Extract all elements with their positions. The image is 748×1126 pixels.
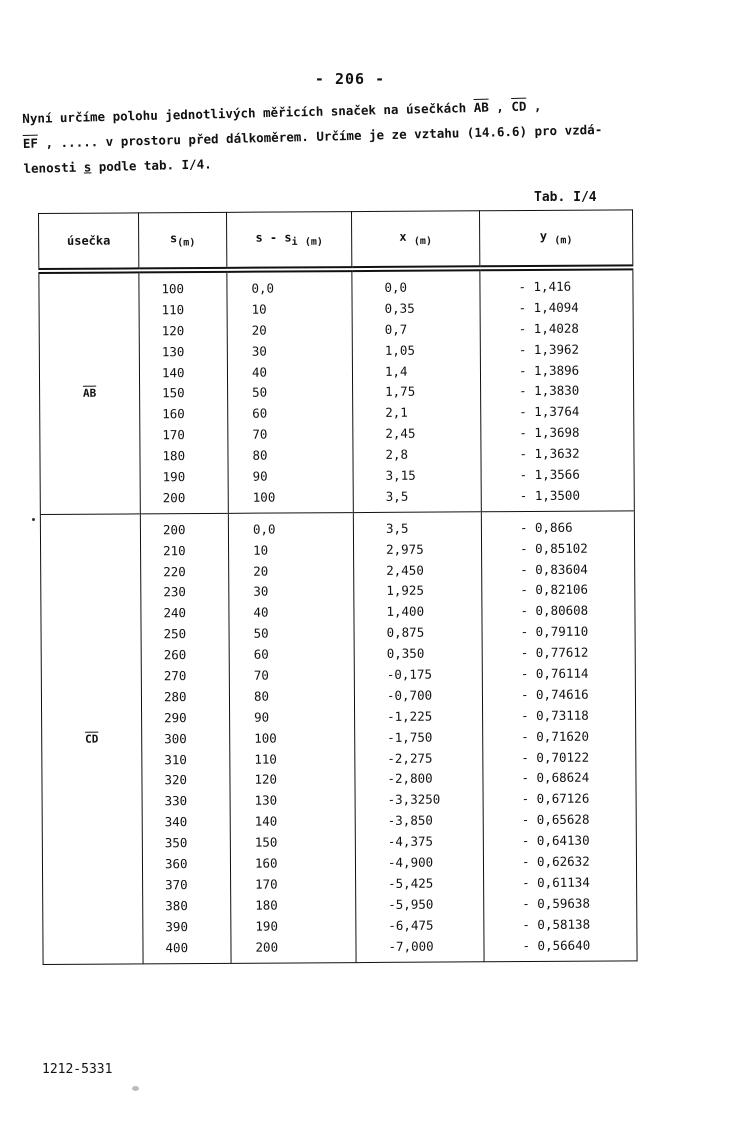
cell-s: 260 [163, 647, 187, 663]
header-s: $s_{(m)}$ [139, 212, 227, 270]
cell-s: 230 [163, 584, 186, 600]
cell-ds: 170 [255, 876, 278, 892]
intro-sep-1: , [488, 99, 512, 115]
cell-y: - 0,76114 [520, 665, 589, 682]
cell-x: 3,15 [385, 467, 416, 483]
cell-ds: 50 [253, 625, 269, 641]
cell-ds: 180 [255, 897, 278, 913]
cell-s: 350 [164, 835, 188, 851]
cell-s: 280 [163, 689, 187, 705]
cell-x: 1,75 [385, 384, 416, 400]
cell-y: - 0,70122 [521, 749, 590, 765]
cell-x: 2,45 [385, 425, 416, 442]
cell-s: 270 [163, 668, 187, 684]
cell-x: 2,975 [386, 541, 424, 557]
cell-y: - 0,61134 [522, 874, 590, 890]
variable-s: s [83, 159, 92, 175]
cell-s: 200 [162, 521, 186, 538]
intro-text-2: , ..... v prostoru před dálkoměrem. Určíme je ze vztahu (14.6.6) pro vzdá- [37, 121, 603, 151]
header-y: y $_{(m)}$ [479, 210, 632, 268]
cell-y: - 0,68624 [521, 770, 590, 786]
header-x: x $_{(m)}$ [351, 211, 479, 269]
cell-ds: 50 [252, 385, 268, 401]
cell-x: 1,925 [386, 583, 425, 599]
cell-x: 0,35 [384, 300, 415, 316]
cell-ds: 0,0 [251, 280, 275, 296]
cell-y: - 1,3698 [519, 424, 580, 441]
cell-ds: 100 [254, 730, 277, 746]
cell-y: - 0,71620 [521, 728, 589, 744]
paper-speck [132, 1086, 139, 1091]
cell-x: -5,950 [388, 896, 434, 912]
cell-y: - 0,80608 [520, 603, 589, 619]
cell-s: 140 [161, 364, 185, 380]
cell-s: 400 [165, 939, 189, 955]
cell-x: -4,900 [387, 854, 434, 870]
cell-y: - 0,85102 [520, 540, 588, 556]
cell-ds: 40 [251, 364, 268, 380]
cell-y: - 0,58138 [522, 916, 591, 932]
cell-ds: 30 [251, 343, 267, 359]
cell-s: 360 [164, 856, 188, 872]
header-row [39, 210, 633, 271]
cell-s: 210 [163, 542, 186, 558]
cell-ds: 10 [251, 301, 267, 317]
cell-s: 320 [164, 772, 188, 788]
segment-ref-cd: $\overline{CD}$ [511, 98, 527, 115]
cell-y: - 1,4028 [518, 320, 579, 336]
cell-s: 390 [165, 918, 188, 934]
col-ds-cd [229, 513, 356, 962]
intro-text-3: lenosti [23, 159, 84, 176]
cell-y: - 0,59638 [522, 895, 591, 911]
cell-s: 370 [165, 877, 188, 893]
cell-ds: 10 [253, 542, 269, 558]
cell-ds: 70 [253, 667, 269, 683]
cell-x: -1,750 [387, 729, 433, 745]
cell-x: 2,8 [385, 446, 409, 463]
cell-ds: 90 [252, 468, 268, 484]
cell-y: - 1,3566 [519, 466, 580, 483]
cell-y: - 1,4094 [518, 299, 579, 315]
cell-y: - 0,56640 [522, 937, 591, 953]
cell-ds: 160 [254, 855, 278, 871]
cell-s: 130 [161, 343, 185, 359]
cell-s: 300 [164, 730, 187, 746]
col-s-cd [141, 514, 231, 963]
cell-y: - 1,416 [518, 278, 572, 295]
cell-x: 0,7 [384, 321, 408, 337]
cell-y: - 1,3764 [519, 404, 580, 420]
cell-ds: 0,0 [252, 521, 276, 537]
cell-s: 150 [162, 385, 185, 401]
segment-ref-ab: $\overline{AB}$ [473, 99, 489, 115]
cell-s: 380 [165, 897, 188, 914]
col-y-ab [480, 270, 633, 511]
intro-sep-2: , [526, 98, 542, 114]
cell-s: 170 [162, 427, 185, 443]
cell-s: 190 [162, 469, 186, 485]
cell-x: -0,175 [386, 666, 433, 682]
col-y-cd [482, 511, 637, 961]
segment-label-cd: $\overline{CD}$ [40, 514, 143, 964]
cell-ds: 130 [254, 792, 278, 809]
ink-dot [32, 518, 35, 521]
cell-ds: 200 [255, 939, 279, 955]
page-number: - 206 - [314, 70, 386, 88]
footer-code: 1212-5331 [42, 1062, 113, 1077]
cell-x: 1,05 [384, 342, 415, 358]
cell-x: 3,5 [385, 488, 409, 504]
cell-ds: 60 [253, 646, 269, 662]
intro-text-1: Nyní určíme polohu jednotlivých měřicích snaček na úsečkách [22, 99, 474, 126]
cell-s: 240 [163, 605, 187, 621]
cell-ds: 40 [253, 604, 269, 621]
cell-ds: 120 [254, 772, 278, 788]
cell-x: -7,000 [388, 938, 434, 954]
group-ab [39, 267, 634, 514]
cell-x: -2,275 [387, 750, 433, 766]
cell-ds: 60 [252, 405, 268, 422]
col-x-ab [352, 271, 480, 512]
cell-s: 310 [164, 751, 187, 767]
cell-x: 0,350 [386, 645, 425, 662]
data-table [38, 209, 638, 964]
cell-ds: 80 [253, 688, 270, 704]
cell-x: 0,875 [386, 624, 425, 641]
cell-x: 1,4 [384, 363, 408, 379]
cell-s: 330 [164, 793, 188, 809]
cell-ds: 20 [253, 563, 269, 579]
cell-x: 0,0 [384, 279, 408, 295]
cell-x: 2,450 [386, 562, 424, 578]
cell-x: -2,800 [387, 771, 433, 787]
col-x-cd [354, 512, 484, 961]
header-ds: s - $s_i$ $_{(m)}$ [226, 212, 351, 270]
intro-text-4: podle tab. I/4. [91, 156, 212, 175]
header-segment: úsečka [39, 213, 139, 271]
cell-y: - 0,83604 [520, 561, 588, 577]
cell-y: - 1,3830 [519, 383, 580, 399]
cell-ds: 20 [251, 322, 267, 338]
cell-x: -5,425 [388, 875, 434, 891]
table-container [38, 209, 637, 964]
cell-s: 340 [164, 814, 188, 830]
col-ds-ab [227, 272, 352, 513]
cell-y: - 1,3632 [519, 445, 580, 462]
cell-s: 250 [163, 626, 187, 642]
cell-x: -6,475 [388, 917, 434, 933]
cell-y: - 0,82106 [520, 582, 589, 598]
cell-ds: 30 [253, 584, 269, 600]
cell-x: 1,400 [386, 604, 425, 620]
cell-y: - 0,74616 [520, 686, 589, 702]
cell-y: - 1,3896 [518, 362, 580, 378]
cell-s: 120 [161, 322, 185, 339]
cell-ds: 140 [254, 813, 278, 829]
cell-y: - 0,77612 [520, 644, 589, 661]
cell-x: -3,850 [387, 812, 433, 829]
cell-x: -1,225 [387, 708, 433, 724]
cell-s: 180 [162, 448, 186, 464]
cell-ds: 70 [252, 426, 268, 442]
cell-y: - 0,73118 [521, 707, 589, 723]
cell-ds: 80 [252, 447, 268, 463]
cell-ds: 110 [254, 751, 277, 767]
cell-ds: 100 [252, 489, 276, 505]
segment-label-ab: $\overline{AB}$ [39, 270, 140, 514]
cell-x: -3,3250 [387, 791, 441, 808]
cell-s: 110 [161, 301, 185, 318]
cell-s: 100 [161, 281, 185, 297]
intro-paragraph [22, 90, 694, 181]
cell-y: - 0,65628 [521, 811, 590, 828]
cell-ds: 190 [255, 918, 278, 934]
cell-y: - 0,79110 [520, 623, 589, 640]
cell-x: -4,375 [387, 833, 434, 850]
cell-ds: 90 [254, 709, 270, 725]
cell-y: - 0,62632 [521, 853, 590, 870]
cell-ds: 150 [254, 834, 278, 850]
cell-y: - 1,3500 [519, 487, 580, 503]
cell-s: 160 [162, 406, 185, 422]
cell-s: 200 [162, 490, 186, 506]
cell-y: - 0,64130 [521, 832, 590, 849]
cell-y: - 0,67126 [521, 791, 590, 807]
table-caption: Tab. I/4 [534, 190, 597, 205]
cell-s: 220 [163, 563, 186, 579]
cell-y: - 0,866 [519, 519, 573, 535]
cell-x: 2,1 [385, 405, 408, 421]
group-cd [40, 511, 637, 964]
cell-s: 290 [164, 709, 187, 726]
cell-y: - 1,3962 [518, 341, 580, 357]
cell-x: -0,700 [386, 687, 433, 703]
segment-ref-ef: $\overline{EF}$ [22, 135, 39, 151]
cell-x: 3,5 [385, 520, 409, 536]
col-s-ab [139, 273, 227, 513]
